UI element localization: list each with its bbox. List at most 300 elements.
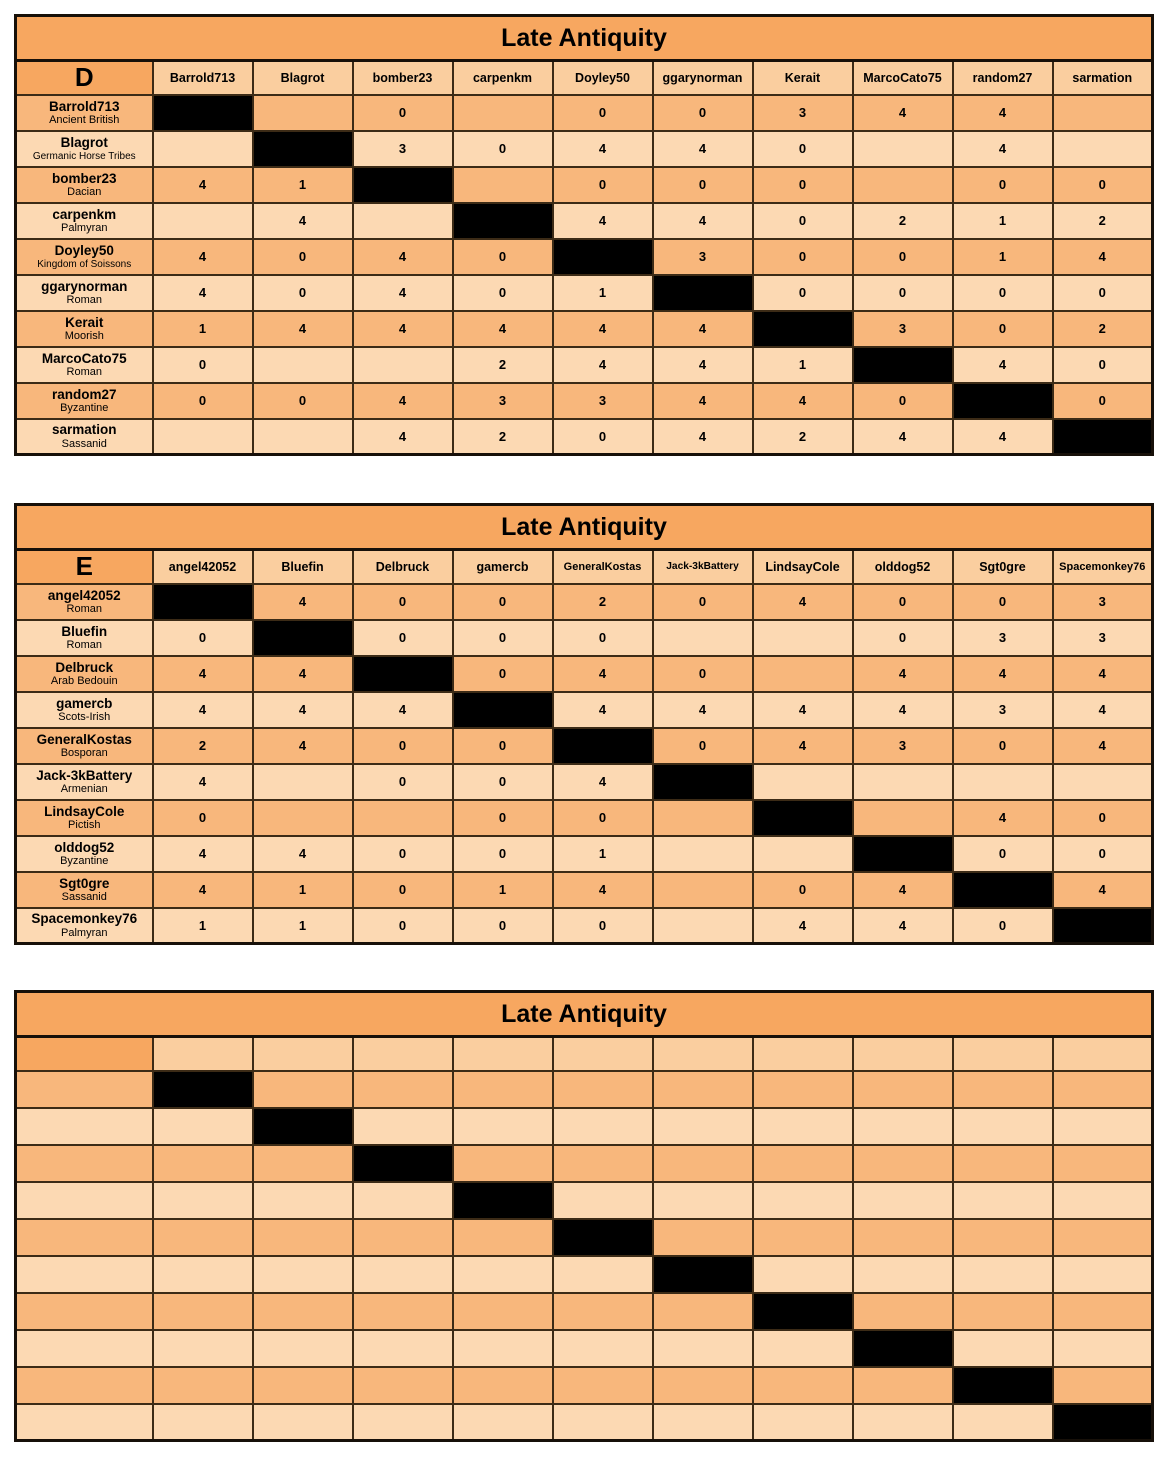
score-cell: 1 (553, 836, 653, 872)
score-cell: 0 (553, 419, 653, 455)
score-cell: 2 (753, 419, 853, 455)
score-cell: 4 (153, 764, 253, 800)
crosstable-d (14, 14, 1154, 456)
player-name: Doyley50 (54, 243, 114, 259)
player-faction: Roman (66, 294, 102, 307)
player-name: Spacemonkey76 (31, 911, 138, 927)
score-cell: 0 (1053, 383, 1153, 419)
score-cell: 0 (453, 584, 553, 620)
table-row (16, 1404, 1153, 1441)
self-match-cell (1053, 908, 1153, 944)
score-cell (553, 1145, 653, 1182)
score-cell (1053, 1256, 1153, 1293)
player-name-cell (16, 1071, 153, 1108)
player-name-cell (16, 1367, 153, 1404)
score-cell: 0 (953, 908, 1053, 944)
table-row (16, 728, 1153, 764)
score-cell (953, 1293, 1053, 1330)
score-cell (653, 1071, 753, 1108)
table-row (16, 1330, 1153, 1367)
score-cell (153, 1219, 253, 1256)
self-match-cell (553, 728, 653, 764)
score-cell (253, 1071, 353, 1108)
player-name: Blagrot (60, 135, 108, 151)
score-cell: 0 (353, 872, 453, 908)
score-cell: 0 (853, 584, 953, 620)
score-cell (853, 1108, 953, 1145)
column-header: GeneralKostas (553, 550, 653, 584)
score-cell: 0 (353, 764, 453, 800)
score-cell: 0 (253, 383, 353, 419)
score-cell: 4 (153, 167, 253, 203)
player-name: bomber23 (51, 170, 117, 186)
score-cell: 4 (253, 836, 353, 872)
score-cell: 2 (1053, 203, 1153, 239)
score-cell (553, 1293, 653, 1330)
score-cell: 0 (553, 908, 653, 944)
score-cell (753, 1182, 853, 1219)
score-cell: 4 (353, 275, 453, 311)
player-name: Bluefin (61, 623, 108, 639)
player-name-cell (16, 872, 153, 908)
score-cell (753, 1330, 853, 1367)
title-row (16, 16, 1153, 61)
score-cell (353, 1330, 453, 1367)
player-name-cell (16, 1219, 153, 1256)
score-cell: 0 (753, 131, 853, 167)
group-label: E (16, 550, 153, 584)
score-cell (353, 1256, 453, 1293)
column-header (553, 1037, 653, 1071)
column-header: MarcoCato75 (853, 61, 953, 95)
score-cell (753, 1219, 853, 1256)
score-cell: 0 (653, 584, 753, 620)
score-cell: 0 (753, 872, 853, 908)
score-cell (553, 1330, 653, 1367)
score-cell: 1 (953, 239, 1053, 275)
score-cell: 4 (853, 95, 953, 131)
score-cell (1053, 1293, 1153, 1330)
score-cell (653, 1219, 753, 1256)
column-header (953, 1037, 1053, 1071)
column-header-row (16, 550, 1153, 584)
player-name-cell (16, 584, 153, 620)
player-name-cell (16, 764, 153, 800)
column-header: Jack-3kBattery (653, 550, 753, 584)
column-header: Sgt0gre (953, 550, 1053, 584)
score-cell (353, 1404, 453, 1441)
score-cell: 0 (553, 167, 653, 203)
player-faction: Pictish (68, 819, 101, 832)
score-cell (253, 1367, 353, 1404)
score-cell: 3 (953, 692, 1053, 728)
player-name-cell (16, 1293, 153, 1330)
score-cell: 0 (253, 275, 353, 311)
score-cell (853, 167, 953, 203)
table-row (16, 584, 1153, 620)
score-cell: 0 (1053, 275, 1153, 311)
score-cell: 1 (453, 872, 553, 908)
player-name: olddog52 (54, 839, 115, 855)
score-cell: 4 (253, 728, 353, 764)
score-cell (153, 1330, 253, 1367)
table-row (16, 1367, 1153, 1404)
score-cell (953, 1219, 1053, 1256)
player-faction: Roman (66, 366, 102, 379)
score-cell (853, 1404, 953, 1441)
column-header: olddog52 (853, 550, 953, 584)
score-cell (653, 1145, 753, 1182)
score-cell (1053, 131, 1153, 167)
player-name: Kerait (65, 314, 104, 330)
self-match-cell (453, 203, 553, 239)
score-cell: 0 (153, 800, 253, 836)
score-cell (753, 1404, 853, 1441)
score-cell (1053, 1219, 1153, 1256)
score-cell (953, 1108, 1053, 1145)
column-header: LindsayCole (753, 550, 853, 584)
column-header-row (16, 61, 1153, 95)
score-cell (253, 1219, 353, 1256)
column-header: Blagrot (253, 61, 353, 95)
score-cell: 2 (453, 419, 553, 455)
score-cell: 0 (953, 167, 1053, 203)
score-cell: 4 (553, 692, 653, 728)
column-header: sarmation (1053, 61, 1153, 95)
score-cell: 4 (753, 383, 853, 419)
table-row (16, 764, 1153, 800)
table-row (16, 1071, 1153, 1108)
score-cell (653, 1108, 753, 1145)
player-name-cell (16, 239, 153, 275)
score-cell: 0 (453, 728, 553, 764)
score-cell (553, 1108, 653, 1145)
score-cell: 4 (1053, 656, 1153, 692)
score-cell: 0 (153, 620, 253, 656)
score-cell: 0 (353, 584, 453, 620)
player-faction: Sassanid (61, 891, 107, 904)
score-cell: 0 (553, 620, 653, 656)
score-cell (353, 1071, 453, 1108)
score-cell (353, 1219, 453, 1256)
score-cell (1053, 764, 1153, 800)
score-cell: 4 (253, 692, 353, 728)
score-cell: 4 (553, 311, 653, 347)
self-match-cell (253, 1108, 353, 1145)
score-cell (653, 836, 753, 872)
score-cell: 1 (253, 908, 353, 944)
column-header (353, 1037, 453, 1071)
score-cell (953, 1330, 1053, 1367)
score-cell: 4 (753, 728, 853, 764)
score-cell (653, 620, 753, 656)
score-cell (453, 1293, 553, 1330)
score-cell (753, 764, 853, 800)
score-cell (453, 1367, 553, 1404)
group-label (16, 1037, 153, 1071)
score-cell: 0 (153, 347, 253, 383)
score-cell: 0 (653, 656, 753, 692)
player-name-cell (16, 203, 153, 239)
score-cell: 3 (953, 620, 1053, 656)
score-cell: 4 (153, 836, 253, 872)
score-cell: 4 (1053, 872, 1153, 908)
score-cell (253, 1182, 353, 1219)
player-faction: Palmyran (61, 926, 108, 939)
score-cell: 0 (453, 275, 553, 311)
score-cell (353, 1108, 453, 1145)
player-faction: Germanic Horse Tribes (32, 150, 136, 162)
score-cell (753, 620, 853, 656)
table-row (16, 656, 1153, 692)
score-cell (453, 1108, 553, 1145)
score-cell (453, 1219, 553, 1256)
score-cell: 4 (653, 383, 753, 419)
self-match-cell (653, 764, 753, 800)
score-cell: 4 (153, 692, 253, 728)
table-row (16, 1108, 1153, 1145)
score-cell (453, 167, 553, 203)
player-name-cell (16, 620, 153, 656)
player-name-cell (16, 692, 153, 728)
score-cell (1053, 1145, 1153, 1182)
score-cell: 4 (653, 692, 753, 728)
column-header: Delbruck (353, 550, 453, 584)
score-cell: 4 (553, 872, 653, 908)
score-cell: 0 (353, 728, 453, 764)
score-cell: 3 (753, 95, 853, 131)
player-name-cell (16, 1182, 153, 1219)
self-match-cell (853, 347, 953, 383)
column-header (1053, 1037, 1153, 1071)
score-cell (1053, 1330, 1153, 1367)
column-header (253, 1037, 353, 1071)
player-name: Barrold713 (48, 98, 120, 114)
score-cell: 4 (853, 656, 953, 692)
score-cell (853, 1182, 953, 1219)
self-match-cell (253, 131, 353, 167)
player-name-cell (16, 1256, 153, 1293)
score-cell (753, 1367, 853, 1404)
score-cell: 4 (1053, 692, 1153, 728)
player-faction: Sassanid (61, 437, 107, 450)
player-faction: Arab Bedouin (50, 675, 118, 688)
self-match-cell (153, 584, 253, 620)
score-cell: 0 (453, 908, 553, 944)
player-name: Jack-3kBattery (36, 767, 133, 783)
table-title: Late Antiquity (16, 992, 1153, 1037)
score-cell (653, 1404, 753, 1441)
player-name-cell (16, 383, 153, 419)
player-name-cell (16, 1404, 153, 1441)
score-cell: 4 (953, 347, 1053, 383)
score-cell: 0 (453, 239, 553, 275)
column-header (153, 1037, 253, 1071)
player-faction: Ancient British (49, 114, 120, 127)
score-cell: 0 (653, 95, 753, 131)
column-header: Doyley50 (553, 61, 653, 95)
score-cell: 0 (453, 620, 553, 656)
player-name-cell (16, 836, 153, 872)
score-cell (953, 1145, 1053, 1182)
player-faction: Moorish (64, 330, 104, 343)
score-cell: 4 (153, 656, 253, 692)
score-cell: 0 (553, 800, 653, 836)
player-faction: Roman (66, 639, 102, 652)
self-match-cell (953, 383, 1053, 419)
score-cell (953, 1404, 1053, 1441)
score-cell (253, 1293, 353, 1330)
table-row (16, 836, 1153, 872)
score-cell (853, 1367, 953, 1404)
score-cell: 0 (853, 239, 953, 275)
score-cell (453, 1330, 553, 1367)
score-cell: 1 (153, 908, 253, 944)
score-cell (1053, 95, 1153, 131)
score-cell (753, 1071, 853, 1108)
player-name-cell (16, 419, 153, 455)
self-match-cell (253, 620, 353, 656)
column-header: Bluefin (253, 550, 353, 584)
table-row (16, 620, 1153, 656)
score-cell: 0 (353, 95, 453, 131)
score-cell: 2 (1053, 311, 1153, 347)
score-cell (1053, 1108, 1153, 1145)
score-cell: 4 (1053, 728, 1153, 764)
self-match-cell (953, 1367, 1053, 1404)
table-title: Late Antiquity (16, 505, 1153, 550)
player-name: ggarynorman (41, 278, 128, 294)
table-row (16, 1219, 1153, 1256)
score-cell: 0 (853, 383, 953, 419)
player-name: angel42052 (47, 587, 121, 603)
score-cell: 4 (853, 908, 953, 944)
score-cell (153, 1293, 253, 1330)
score-cell: 4 (353, 692, 453, 728)
score-cell: 4 (953, 656, 1053, 692)
score-cell: 4 (653, 311, 753, 347)
score-cell: 4 (153, 872, 253, 908)
column-header: ggarynorman (653, 61, 753, 95)
self-match-cell (753, 800, 853, 836)
score-cell: 4 (853, 419, 953, 455)
score-cell: 4 (253, 203, 353, 239)
title-row (16, 992, 1153, 1037)
player-name: GeneralKostas (36, 731, 132, 747)
group-label: D (16, 61, 153, 95)
column-header: Barrold713 (153, 61, 253, 95)
column-header (853, 1037, 953, 1071)
self-match-cell (853, 1330, 953, 1367)
score-cell: 0 (753, 167, 853, 203)
score-cell (153, 1256, 253, 1293)
score-cell: 0 (753, 239, 853, 275)
score-cell: 0 (353, 908, 453, 944)
table-row (16, 239, 1153, 275)
score-cell (553, 1404, 653, 1441)
table-row (16, 203, 1153, 239)
column-header: random27 (953, 61, 1053, 95)
score-cell: 4 (553, 203, 653, 239)
score-cell: 4 (253, 656, 353, 692)
player-name-cell (16, 656, 153, 692)
score-cell: 0 (153, 383, 253, 419)
score-cell: 2 (553, 584, 653, 620)
score-cell (953, 1256, 1053, 1293)
score-cell: 0 (553, 95, 653, 131)
score-cell (353, 800, 453, 836)
score-cell (953, 1182, 1053, 1219)
player-name: gamercb (56, 695, 113, 711)
player-faction: Kingdom of Soissons (37, 258, 132, 270)
player-faction: Bosporan (60, 747, 108, 760)
table-row (16, 131, 1153, 167)
score-cell: 4 (553, 656, 653, 692)
score-cell (153, 1145, 253, 1182)
score-cell: 0 (453, 836, 553, 872)
player-faction: Armenian (60, 783, 108, 796)
score-cell (753, 1256, 853, 1293)
player-faction: Byzantine (60, 855, 109, 868)
score-cell (753, 1108, 853, 1145)
table-row (16, 95, 1153, 131)
score-cell: 1 (253, 872, 353, 908)
score-cell (853, 1256, 953, 1293)
score-cell (153, 1182, 253, 1219)
score-cell: 3 (853, 728, 953, 764)
player-name-cell (16, 1330, 153, 1367)
score-cell (653, 1293, 753, 1330)
score-cell (453, 95, 553, 131)
score-cell: 4 (853, 872, 953, 908)
score-cell: 4 (253, 311, 353, 347)
score-cell: 3 (553, 383, 653, 419)
score-cell (1053, 1182, 1153, 1219)
score-cell: 4 (953, 95, 1053, 131)
table-row (16, 311, 1153, 347)
column-header: Spacemonkey76 (1053, 550, 1153, 584)
score-cell: 0 (653, 728, 753, 764)
score-cell: 2 (153, 728, 253, 764)
self-match-cell (553, 1219, 653, 1256)
score-cell (153, 1367, 253, 1404)
table-row (16, 1293, 1153, 1330)
score-cell: 0 (853, 275, 953, 311)
self-match-cell (153, 1071, 253, 1108)
score-cell: 4 (653, 419, 753, 455)
score-cell: 4 (953, 419, 1053, 455)
self-match-cell (653, 275, 753, 311)
player-name-cell (16, 347, 153, 383)
score-cell: 4 (453, 311, 553, 347)
score-cell: 1 (953, 203, 1053, 239)
score-cell (253, 800, 353, 836)
score-cell: 0 (353, 836, 453, 872)
column-header: gamercb (453, 550, 553, 584)
self-match-cell (453, 692, 553, 728)
score-cell: 4 (653, 131, 753, 167)
score-cell: 4 (853, 692, 953, 728)
score-cell: 0 (1053, 836, 1153, 872)
player-faction: Byzantine (60, 402, 109, 415)
score-cell: 0 (1053, 167, 1153, 203)
player-name: Delbruck (55, 659, 114, 675)
column-header-row (16, 1037, 1153, 1071)
score-cell (553, 1071, 653, 1108)
score-cell (153, 419, 253, 455)
score-cell: 2 (853, 203, 953, 239)
crosstable-empty (14, 990, 1154, 1442)
